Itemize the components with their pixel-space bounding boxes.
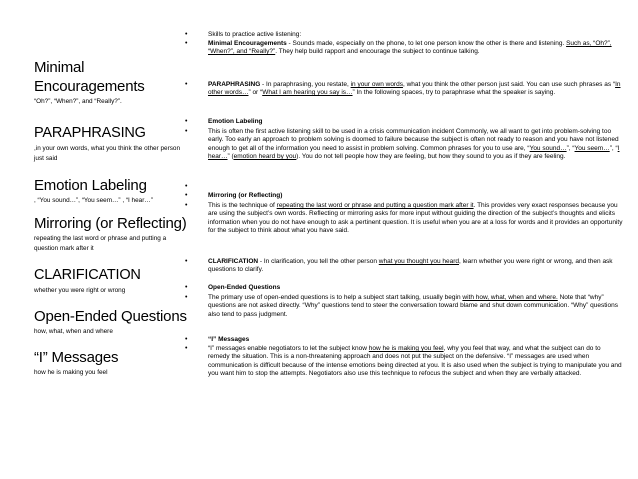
bullet: • xyxy=(185,284,188,291)
underlined-text: repeating the last word or phrase and putting a question mark after it xyxy=(276,202,474,209)
term-open-ended-questions xyxy=(34,307,194,337)
term-title: Minimal xyxy=(34,59,85,76)
bullet-text: CLARIFICATION - In clarification, you tell the other person what you thought you heard, learn whether you were right or wrong, and then ask questions to clarify. xyxy=(208,258,613,274)
bullet: • xyxy=(185,81,188,88)
term-description: , “You sound…”, “You seem…” , “I hear…” xyxy=(34,197,153,204)
term-title: “I” Messages xyxy=(34,349,119,366)
underlined-text: with how, what, when and where. xyxy=(462,294,558,301)
bullet: • xyxy=(185,202,188,209)
bullet-text: PARAPHRASING - In paraphrasing, you restate, in your own words, what you think the other person just said. You can use such phrases as “In other words…” or “What I am hearing you say is…” In the following spaces, try to paraphrase what the speaker is saying. xyxy=(208,81,621,97)
bullet-heading: “I” Messages xyxy=(208,336,250,343)
term-bold: Minimal Encouragements xyxy=(208,40,287,47)
underlined-text: I hear… xyxy=(208,144,620,161)
term-bold: CLARIFICATION xyxy=(208,258,259,265)
bullet-text: Skills to practice active listening: xyxy=(208,31,302,38)
underlined-text: what you thought you heard xyxy=(378,258,459,265)
term-mirroring xyxy=(34,214,194,253)
bullet-heading: Mirroring (or Reflecting) xyxy=(208,192,283,199)
bullet: • xyxy=(185,345,188,352)
term-clarification xyxy=(34,266,194,296)
underlined-text: in your own words xyxy=(350,81,403,88)
term-bold: PARAPHRASING xyxy=(208,81,261,88)
term-description: “Oh?”, “When?”, and “Really?”. xyxy=(34,98,122,105)
bullet: • xyxy=(185,294,188,301)
underlined-text: Such as, “Oh?”, “When?”, and “Really?” xyxy=(208,40,612,56)
term-description: whether you were right or wrong xyxy=(34,287,126,294)
bullet: • xyxy=(185,128,188,135)
underlined-text: In other words… xyxy=(208,81,621,97)
term-emotion-labeling xyxy=(34,176,194,206)
bullet: • xyxy=(185,183,188,190)
bullet-text: The primary use of open-ended questions is to help a subject start talking, usually begin with how, what, when and where. Note that “why” questions are not asked directly. “Why” questions tend to steer the conversation toward blame and shut down communication. “Why” questions also tend to pass judgment. xyxy=(208,294,618,318)
underlined-text: emotion heard by you xyxy=(233,153,297,161)
underlined-text: You sound… xyxy=(529,144,567,152)
term-description: repeating the last word or phrase and putting a question mark after it xyxy=(34,235,167,252)
bullet-text: This is often the first active listening skill to be used in a crisis communication incident Commonly, we all want to get into problem-solving too early. Too early an approach to problem solving is doomed to failure because the subject is often not ready to reason and you have not listened enough to get all of the information you need to assist in problem solving. Common phrases for you to use are, “You sound…”, “You seem…”, “I hear…” (emotion heard by you). You do not tell people how they are feeling, but how they sound to you as if they are feeling. xyxy=(208,128,620,161)
term-description: how, what, when and where xyxy=(34,328,113,335)
bullet-heading: Open-Ended Questions xyxy=(208,284,281,291)
term-description: ,in your own words, what you think the other person just said xyxy=(34,145,180,162)
term-title: CLARIFICATION xyxy=(34,267,141,283)
term-title: Open-Ended Questions xyxy=(34,308,187,325)
underlined-text: What I am hearing you say is… xyxy=(262,89,353,97)
term-minimal-encouragements xyxy=(34,58,194,107)
term-title-line2: Encouragements xyxy=(34,78,145,95)
bullet: • xyxy=(185,40,188,47)
bullet: • xyxy=(185,258,188,265)
term-title: Mirroring (or Reflecting) xyxy=(34,215,187,232)
underlined-text: how he is making you feel xyxy=(368,345,444,352)
bullet: • xyxy=(185,31,188,38)
bullet: • xyxy=(185,118,188,125)
term-title: Emotion Labeling xyxy=(34,177,147,194)
term-paraphrasing xyxy=(34,124,194,163)
term-title: PARAPHRASING xyxy=(34,125,146,141)
underlined-text: You seem… xyxy=(574,144,610,152)
bullet: • xyxy=(185,336,188,343)
bullet-text: This is the technique of repeating the last word or phrase and putting a question mark after it. This provides very exact responses because you are using the subject’s own words. Reflecting or mirroring asks for more input without guiding the direction of the subject’s thoughts and elicits information when you do not have enough to ask a pertinent question. It is useful when you are at a loss for words and it provides an opportunity for the subject to think about what you have said. xyxy=(208,202,623,235)
term-i-messages xyxy=(34,348,194,378)
bullet: • xyxy=(185,192,188,199)
bullet-text: “I” messages enable negotiators to let the subject know how he is making you feel, why you feel that way, and what the subject can do to remedy the situation. This is a non-threatening approach and does not put the subject on the defensive. “I” messages are used when communication is difficult because of the intense emotions being directed at you. It is also used when the subject is trying to manipulate you and you want him to stop the attempts. Negotiators also use this technique to refocus the subject and when they are verbally attacked. xyxy=(208,345,622,378)
bullet-text: Minimal Encouragements - Sounds made, especially on the phone, to let one person know the other is there and listening. Such as, “Oh?”, “When?”, and “Really?”. They help build rapport and encourage the subject to continue talking. xyxy=(208,40,612,56)
bullet-heading: Emotion Labeling xyxy=(208,118,263,125)
term-description: how he is making you feel xyxy=(34,369,108,376)
